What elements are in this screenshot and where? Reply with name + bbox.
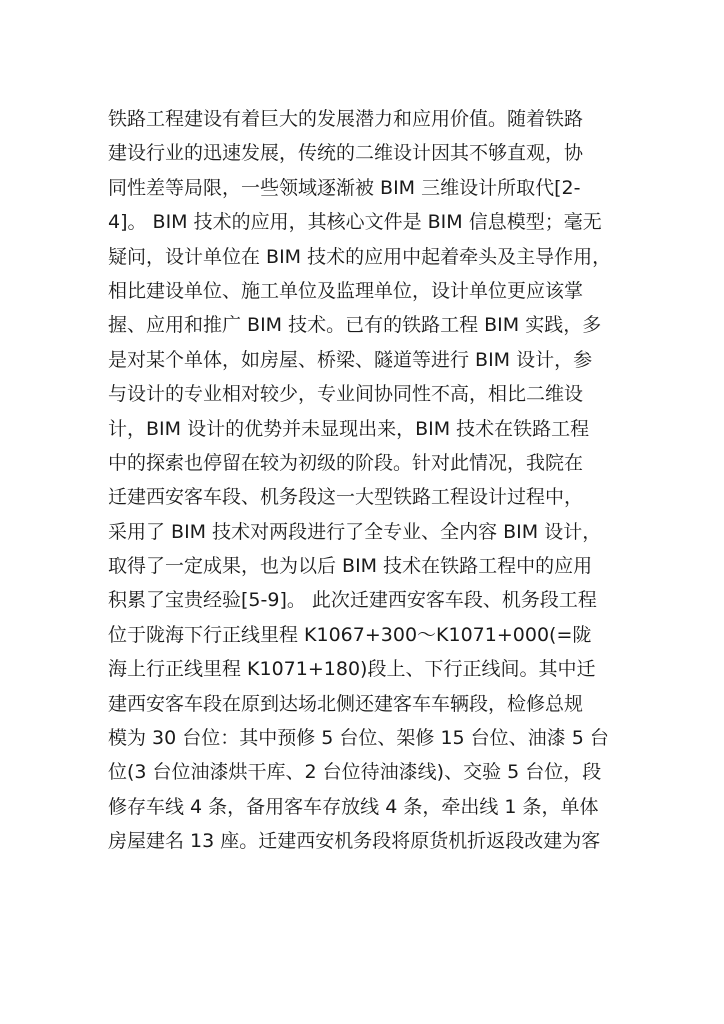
text-line-6: 相比建设单位、施工单位及监理单位，设计单位更应该掌 xyxy=(108,279,584,302)
text-line-5: 疑问，设计单位在 BIM 技术的应用中起着牵头及主导作用， xyxy=(108,245,612,268)
text-line-7: 握、应用和推广 BIM 技术。已有的铁路工程 BIM 实践，多 xyxy=(108,314,602,337)
text-line-17: 海上行正线里程 K1071+180)段上、下行正线间。其中迁 xyxy=(108,658,596,681)
text-line-8: 是对某个单体，如房屋、桥梁、隧道等进行 BIM 设计，参 xyxy=(108,348,593,371)
text-line-3: 同性差等局限，一些领域逐渐被 BIM 三维设计所取代[2- xyxy=(108,176,581,199)
text-line-11: 中的探索也停留在较为初级的阶段。针对此情况，我院在 xyxy=(108,451,584,474)
text-line-1: 铁路工程建设有着巨大的发展潜力和应用价值。随着铁路 xyxy=(108,108,584,130)
text-line-10: 计，BIM 设计的优势并未显现出来，BIM 技术在铁路工程 xyxy=(108,417,590,440)
text-line-9: 与设计的专业相对较少，专业间协同性不高，相比二维设 xyxy=(108,383,584,406)
text-line-12: 迁建西安客车段、机务段这一大型铁路工程设计过程中， xyxy=(108,486,584,509)
text-line-13: 采用了 BIM 技术对两段进行了全专业、全内容 BIM 设计， xyxy=(108,520,602,543)
text-line-19: 模为 30 台位：其中预修 5 台位、架修 15 台位、油漆 5 台 xyxy=(108,727,609,750)
text-line-16: 位于陇海下行正线里程 K1067+300～K1071+000(=陇 xyxy=(108,623,592,646)
text-line-21: 修存车线 4 条，备用客车存放线 4 条，牵出线 1 条，单体 xyxy=(108,795,599,818)
text-line-18: 建西安客车段在原到达场北侧还建客车车辆段，检修总规 xyxy=(108,692,584,715)
body-paragraph xyxy=(108,102,620,859)
text-line-15: 积累了宝贵经验[5-9]。 此次迁建西安客车段、机务段工程 xyxy=(108,589,597,612)
text-line-14: 取得了一定成果，也为以后 BIM 技术在铁路工程中的应用 xyxy=(108,555,593,578)
text-line-2: 建设行业的迅速发展，传统的二维设计因其不够直观，协 xyxy=(108,142,584,165)
text-line-20: 位(3 台位油漆烘干库、2 台位待油漆线)、交验 5 台位，段 xyxy=(108,761,602,784)
text-line-22: 房屋建名 13 座。迁建西安机务段将原货机折返段改建为客 xyxy=(108,830,601,853)
text-line-4: 4]。 BIM 技术的应用，其核心文件是 BIM 信息模型；毫无 xyxy=(108,211,602,234)
